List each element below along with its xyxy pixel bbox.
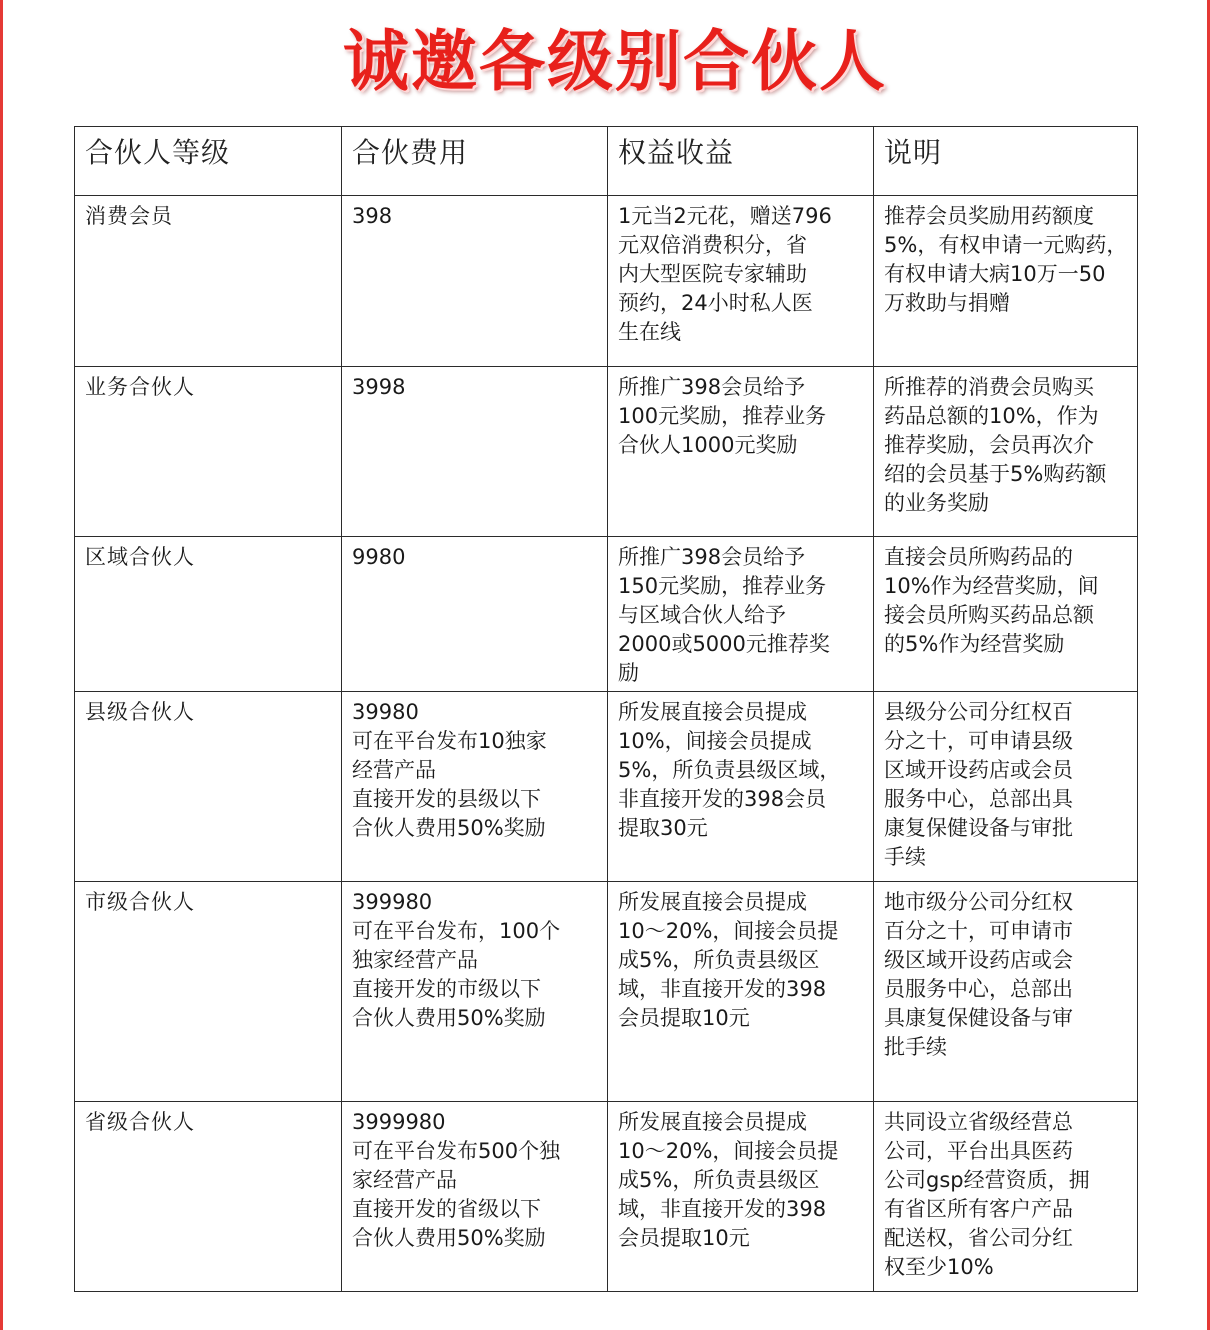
table-row bbox=[75, 691, 1137, 881]
tier-benefits: 1元当2元花，赠送796 元双倍消费积分，省 内大型医院专家辅助 预约，24小时私人医 生在线 bbox=[607, 196, 873, 366]
left-border-accent bbox=[0, 0, 3, 1330]
tier-fee: 3998 bbox=[341, 367, 607, 536]
tier-notes: 县级分公司分红权百 分之十，可申请县级 区域开设药店或会员 服务中心，总部出具 康复保健设备与审批 手续 bbox=[873, 692, 1139, 881]
tier-benefits: 所推广398会员给予 100元奖励，推荐业务 合伙人1000元奖励 bbox=[607, 367, 873, 536]
table-row bbox=[75, 366, 1137, 536]
page-title: 诚邀各级别合伙人 bbox=[343, 23, 887, 100]
tier-notes: 地市级分公司分红权 百分之十，可申请市 级区域开设药店或会 员服务中心，总部出 具康复保健设备与审 批手续 bbox=[873, 882, 1139, 1101]
tier-fee: 9980 bbox=[341, 537, 607, 691]
header-notes: 说明 bbox=[873, 127, 1139, 195]
table-row bbox=[75, 881, 1137, 1101]
table-row bbox=[75, 1101, 1137, 1291]
tier-level: 县级合伙人 bbox=[85, 700, 195, 724]
table-row bbox=[75, 195, 1137, 366]
tier-level: 省级合伙人 bbox=[85, 1110, 195, 1134]
tier-notes: 直接会员所购药品的 10%作为经营奖励，间 接会员所购买药品总额 的5%作为经营奖励 bbox=[873, 537, 1139, 691]
tier-benefits: 所发展直接会员提成 10～20%，间接会员提 成5%，所负责县级区 域，非直接开发的398 会员提取10元 bbox=[607, 882, 873, 1101]
header-benefits: 权益收益 bbox=[607, 127, 873, 195]
tier-notes: 推荐会员奖励用药额度 5%，有权申请一元购药， 有权申请大病10万一50 万救助与捐赠 bbox=[873, 196, 1139, 366]
table-header-row bbox=[75, 127, 1137, 195]
tier-level: 市级合伙人 bbox=[85, 890, 195, 914]
tier-level: 区域合伙人 bbox=[85, 545, 195, 569]
header-level: 合伙人等级 bbox=[85, 136, 231, 169]
tier-notes: 共同设立省级经营总 公司，平台出具医药 公司gsp经营资质，拥 有省区所有客户产品 配送权，省公司分红 权至少10% bbox=[873, 1102, 1139, 1291]
tier-benefits: 所发展直接会员提成 10～20%，间接会员提 成5%，所负责县级区 域，非直接开发的398 会员提取10元 bbox=[607, 1102, 873, 1291]
tier-level: 消费会员 bbox=[85, 204, 173, 228]
table-row bbox=[75, 536, 1137, 691]
partner-tier-table bbox=[74, 126, 1138, 1292]
tier-benefits: 所发展直接会员提成 10%，间接会员提成 5%，所负责县级区域， 非直接开发的398会员 提取30元 bbox=[607, 692, 873, 881]
tier-notes: 所推荐的消费会员购买 药品总额的10%，作为 推荐奖励，会员再次介 绍的会员基于5%购药额 的业务奖励 bbox=[873, 367, 1139, 536]
tier-fee: 3999980 可在平台发布500个独 家经营产品 直接开发的省级以下 合伙人费用50%奖励 bbox=[341, 1102, 607, 1291]
tier-level: 业务合伙人 bbox=[85, 375, 195, 399]
tier-fee: 399980 可在平台发布，100个 独家经营产品 直接开发的市级以下 合伙人费用50%奖励 bbox=[341, 882, 607, 1101]
header-fee: 合伙费用 bbox=[341, 127, 607, 195]
tier-fee: 39980 可在平台发布10独家 经营产品 直接开发的县级以下 合伙人费用50%奖励 bbox=[341, 692, 607, 881]
tier-benefits: 所推广398会员给予 150元奖励，推荐业务 与区域合伙人给予 2000或5000元推荐奖 励 bbox=[607, 537, 873, 691]
tier-fee: 398 bbox=[341, 196, 607, 366]
